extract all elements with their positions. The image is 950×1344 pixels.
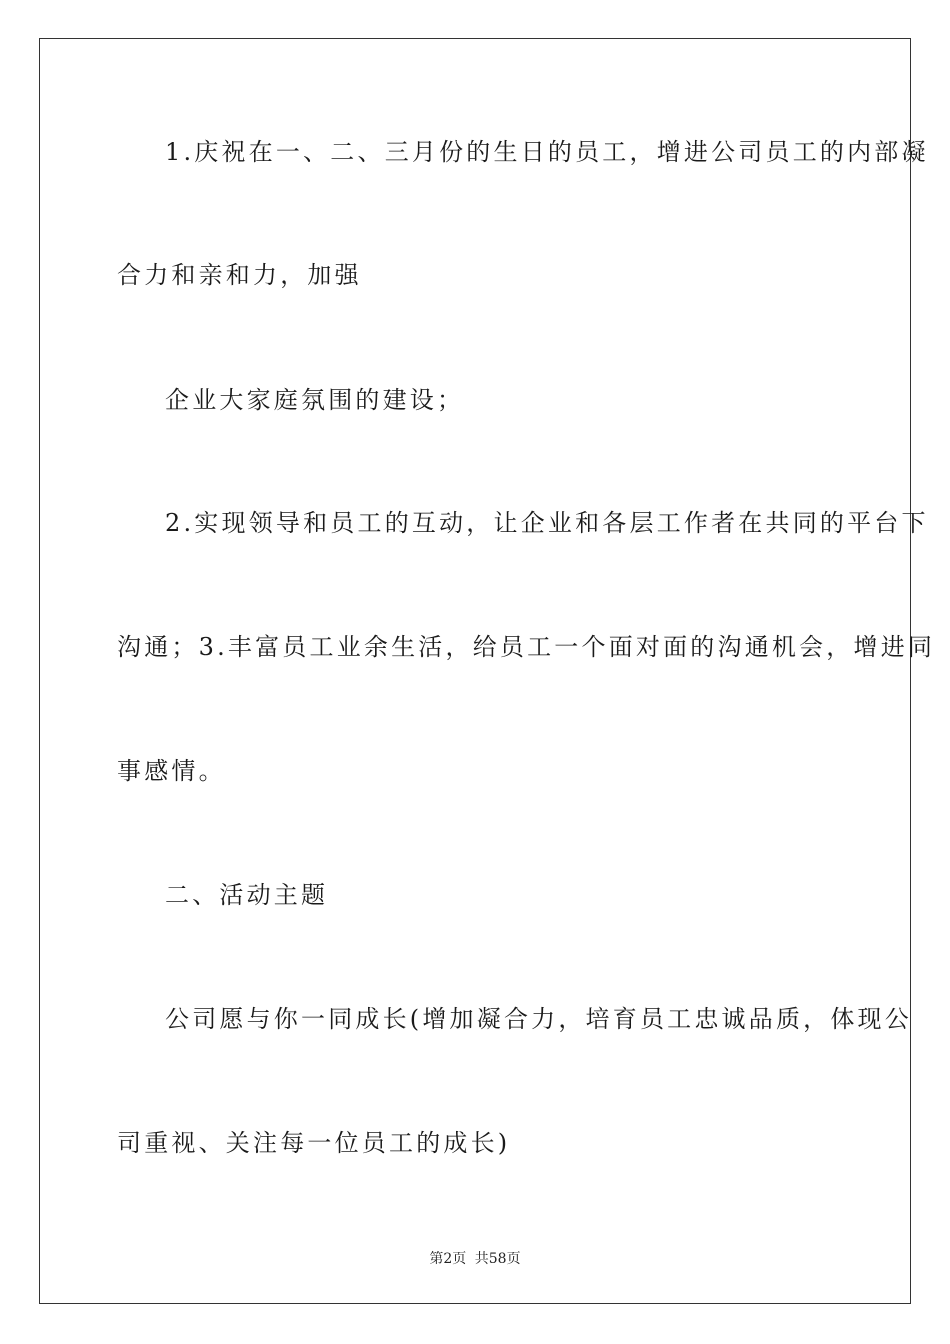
paragraph-line: 公司愿与你一同成长(增加凝合力，培育员工忠诚品质，体现公 (165, 1005, 912, 1033)
paragraph-line: 企业大家庭氛围的建设； (165, 386, 465, 414)
paragraph-line: 1.庆祝在一、二、三月份的生日的员工，增进公司员工的内部凝 (165, 138, 929, 166)
paragraph-line: 合力和亲和力，加强 (117, 261, 362, 289)
page-footer (0, 1248, 950, 1268)
page-total: 共58页 (474, 1251, 521, 1267)
paragraph-line: 司重视、关注每一位员工的成长) (117, 1129, 511, 1157)
section-heading: 二、活动主题 (165, 881, 329, 909)
paragraph-line: 2.实现领导和员工的互动，让企业和各层工作者在共同的平台下 (165, 509, 929, 537)
page-number: 第2页 (429, 1251, 467, 1267)
paragraph-line: 事感情。 (117, 757, 226, 785)
page-border (39, 38, 936, 1304)
paragraph-line: 沟通；3.丰富员工业余生活，给员工一个面对面的沟通机会，增进同 (117, 633, 936, 661)
